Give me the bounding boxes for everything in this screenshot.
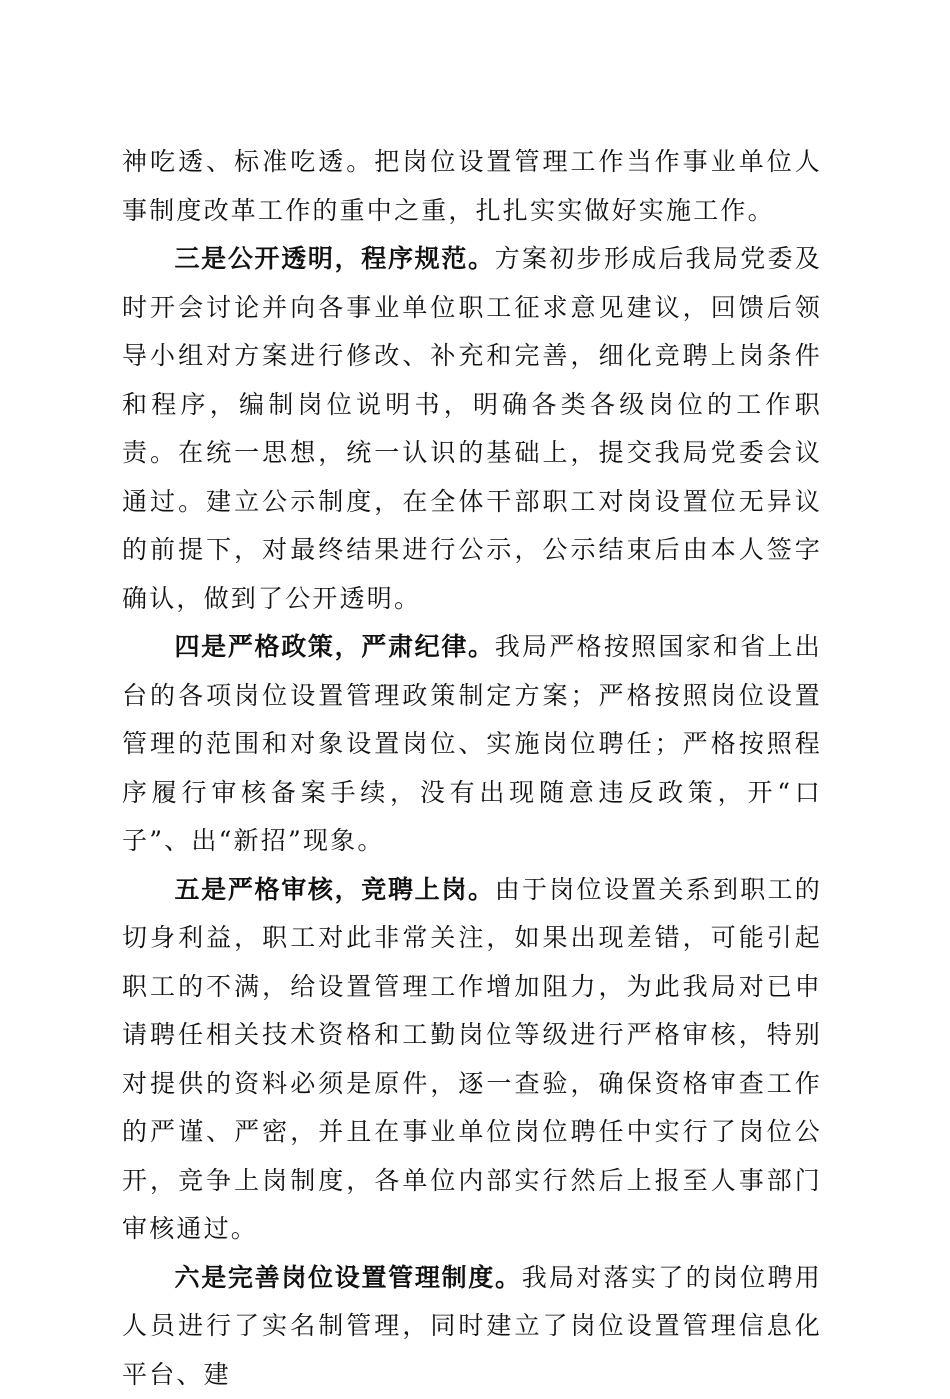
paragraph-heading: 五是严格审核，竞聘上岗。 <box>175 875 495 904</box>
paragraph-five <box>122 866 822 1254</box>
paragraph-three <box>122 235 822 623</box>
paragraph-continuation <box>122 138 822 235</box>
paragraph-heading: 六是完善岗位设置管理制度。 <box>175 1263 522 1292</box>
paragraph-four <box>122 623 822 866</box>
paragraph-text: 神吃透、标准吃透。把岗位设置管理工作当作事业单位人事制度改革工作的重中之重，扎扎实实做好实施工作。 <box>122 147 822 225</box>
paragraph-six <box>122 1254 822 1399</box>
paragraph-text: 我局严格按照国家和省上出台的各项岗位设置管理政策制定方案；严格按照岗位设置管理的范围和对象设置岗位、实施岗位聘任；严格按照程序履行审核备案手续，没有出现随意违反政策，开“口子”、出“新招”现象。 <box>122 632 822 855</box>
paragraph-heading: 四是严格政策，严肃纪律。 <box>175 632 495 661</box>
paragraph-text: 方案初步形成后我局党委及时开会讨论并向各事业单位职工征求意见建议，回馈后领导小组对方案进行修改、补充和完善，细化竞聘上岗条件和程序，编制岗位说明书，明确各类各级岗位的工作职责。在统一思想，统一认识的基础上，提交我局党委会议通过。建立公示制度，在全体干部职工对岗设置位无异议的前提下，对最终结果进行公示，公示结束后由本人签字确认，做到了公开透明。 <box>122 244 822 613</box>
document-page <box>122 138 822 1399</box>
paragraph-text: 由于岗位设置关系到职工的切身利益，职工对此非常关注，如果出现差错，可能引起职工的不满，给设置管理工作增加阻力，为此我局对已申请聘任相关技术资格和工勤岗位等级进行严格审核，特别对提供的资料必须是原件，逐一查验，确保资格审查工作的严谨、严密，并且在事业单位岗位聘任中实行了岗位公开，竞争上岗制度，各单位内部实行然后上报至人事部门审核通过。 <box>122 875 822 1244</box>
paragraph-text: 我局对落实了的岗位聘用人员进行了实名制管理，同时建立了岗位设置管理信息化平台、建 <box>122 1263 822 1389</box>
paragraph-heading: 三是公开透明，程序规范。 <box>175 244 495 273</box>
